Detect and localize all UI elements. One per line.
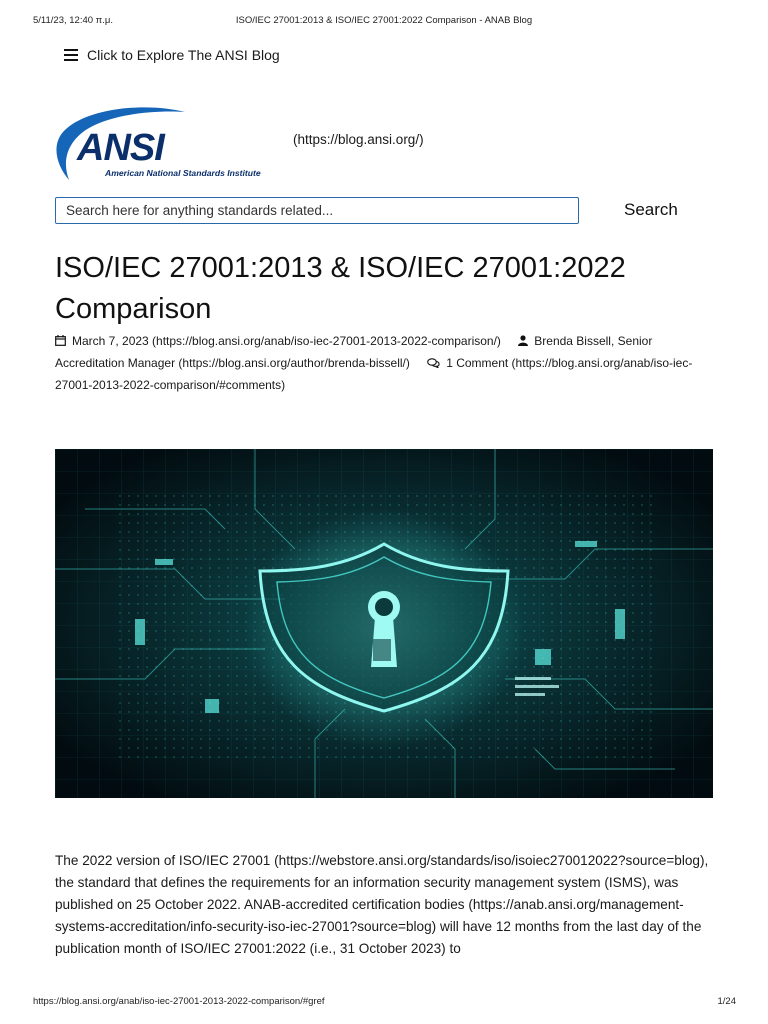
calendar-icon [55,335,66,346]
ansi-logo[interactable] [55,106,275,184]
post-date [55,334,504,348]
cyber-security-illustration [55,449,713,798]
explore-blog-label: Click to Explore The ANSI Blog [87,47,280,63]
logo-tagline: American National Standards Institute [105,168,261,178]
logo-wordmark: ANSI [77,127,164,169]
print-page-number: 1/24 [717,996,736,1007]
logo-url-link[interactable]: (https://blog.ansi.org/) [293,132,424,147]
post-date-link[interactable]: March 7, 2023 (https://blog.ansi.org/anab/iso-iec-27001-2013-2022-comparison/) [72,334,501,348]
print-header [0,15,768,29]
print-footer-url: https://blog.ansi.org/anab/iso-iec-27001-2013-2022-comparison/#gref [33,996,325,1007]
post-author-link[interactable]: Brenda Bissell, Senior Accreditation Manager (https://blog.ansi.org/author/brenda-bissell/) [55,334,653,370]
article-title: ISO/IEC 27001:2013 & ISO/IEC 27001:2022 Comparison [55,252,626,325]
article-body-paragraph: The 2022 version of ISO/IEC 27001 (https://webstore.ansi.org/standards/iso/isoiec270012022?source=blog), the standard that defines the requirements for an information security management system (ISMS), was published on 25 October 2022. ANAB-accredited certification bodies (https://anab.ansi.org/management-systems-accreditation/info-security-iso-iec-27001?source=blog) will have 12 months from the last day of the publication month of ISO/IEC 27001:2022 (i.e., 31 October 2023) to [55,853,709,956]
explore-blog-menu[interactable] [64,47,280,63]
print-page-title: ISO/IEC 27001:2013 & ISO/IEC 27001:2022 Comparison - ANAB Blog [235,15,533,26]
post-comments-link[interactable]: 1 Comment (https://blog.ansi.org/anab/iso-iec-27001-2013-2022-comparison/#comments) [55,356,693,392]
article-meta [55,330,715,396]
hero-image [55,449,713,798]
comments-icon [427,358,440,368]
user-icon [518,335,528,346]
search-button[interactable]: Search [624,200,678,219]
hamburger-menu-icon [64,49,78,61]
search-input[interactable] [55,197,579,224]
print-datetime: 5/11/23, 12:40 π.μ. [33,15,113,26]
